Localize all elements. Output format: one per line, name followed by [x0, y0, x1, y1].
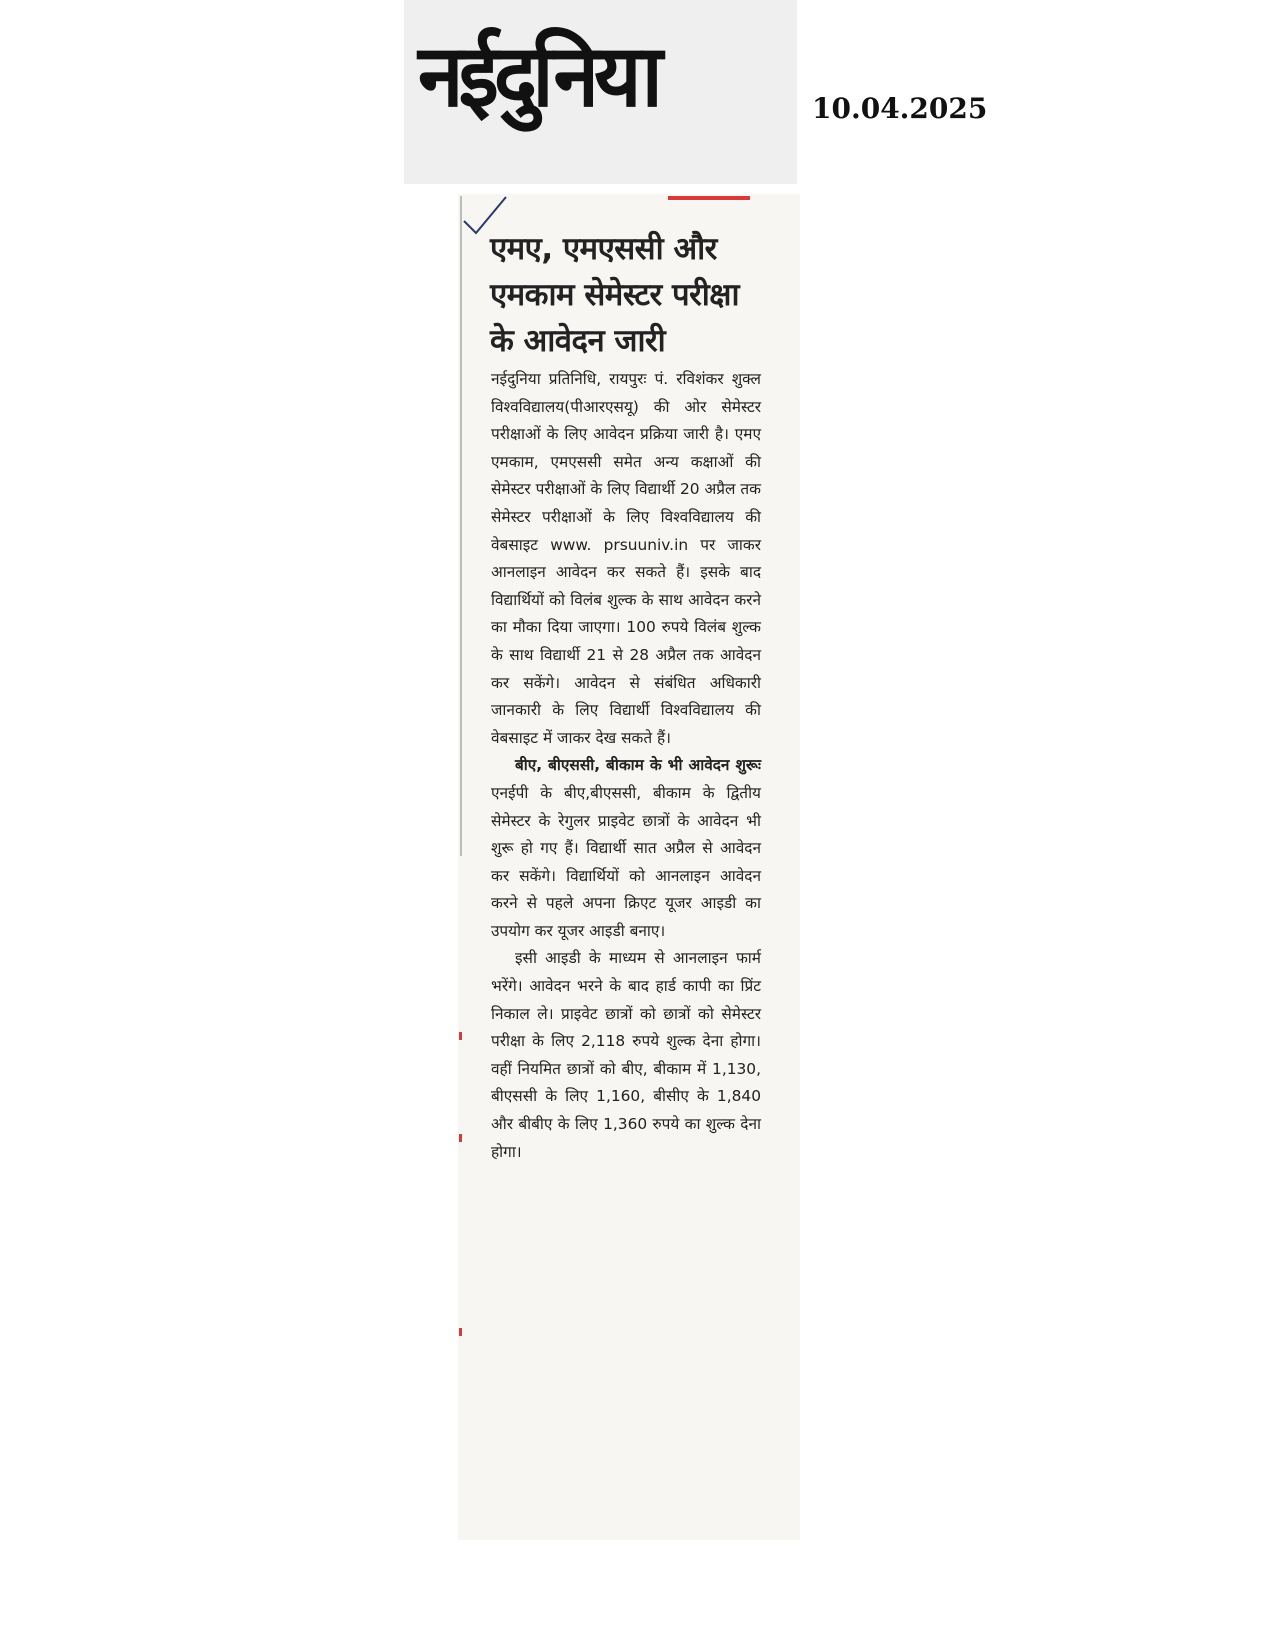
- article-paragraph: नईदुनिया प्रतिनिधि, रायपुरः पं. रविशंकर शुक्ल विश्वविद्यालय(पीआरएसयू) की ओर सेमेस्टर परीक्षाओं के लिए आवेदन प्रक्रिया जारी है। एमए एमकाम, एमएससी समेत अन्य कक्षाओं की सेमेस्टर परीक्षाओं के लिए विद्यार्थी 20 अप्रैल तक सेमेस्टर परीक्षाओं के लिए विश्वविद्यालय की वेबसाइट www. prsuuniv.in पर जाकर आनलाइन आवेदन कर सकते हैं। इसके बाद विद्यार्थियों को विलंब शुल्क के साथ आवेदन करने का मौका दिया जाएगा। 100 रुपये विलंब शुल्क के साथ विद्यार्थी 21 से 28 अप्रैल तक आवेदन कर सकेंगे। आवेदन से संबंधित अधिकारी जानकारी के लिए विद्यार्थी विश्वविद्यालय की वेबसाइट में जाकर देख सकते हैं।: [491, 370, 761, 747]
- publication-date: 10.04.2025: [812, 92, 988, 125]
- newspaper-masthead: [404, 0, 797, 184]
- article-body: [491, 366, 761, 1166]
- article-headline: एमए, एमएससी और एमकाम सेमेस्टर परीक्षा के आवेदन जारी: [490, 231, 740, 359]
- article-paragraph: [491, 752, 761, 945]
- article-paragraph: इसी आइडी के माध्यम से आनलाइन फार्म भरेंगे। आवेदन भरने के बाद हार्ड कापी का प्रिंट निकाल ले। प्राइवेट छात्रों को छात्रों को सेमेस्टर परीक्षा के लिए 2,118 रुपये शुल्क देना होगा। वहीं नियमित छात्रों को बीए, बीकाम में 1,130, बीएससी के लिए 1,160, बीसीए के 1,840 और बीबीए के लिए 1,360 रुपये का शुल्क देना होगा।: [491, 949, 761, 1161]
- red-margin-mark: [459, 1134, 462, 1142]
- clipping-edge: [460, 196, 462, 856]
- masthead-logo: नईदुनिया: [418, 26, 658, 127]
- red-margin-mark: [459, 1328, 462, 1336]
- article-paragraph-text: एनईपी के बीए,बीएससी, बीकाम के द्वितीय सेमेस्टर के रेगुलर प्राइवेट छात्रों के आवेदन भी शुरू हो गए हैं। विद्यार्थी सात अप्रैल से आवेदन कर सकेंगे। विद्यार्थियों को आनलाइन आवेदन करने से पहले अपना क्रिएट यूजर आइडी का उपयोग कर यूजर आइडी बनाए।: [491, 783, 761, 940]
- red-margin-mark: [459, 1032, 462, 1040]
- article-subhead: बीए, बीएससी, बीकाम के भी आवेदन शुरूः: [515, 756, 761, 775]
- red-strip-decoration: [668, 196, 750, 200]
